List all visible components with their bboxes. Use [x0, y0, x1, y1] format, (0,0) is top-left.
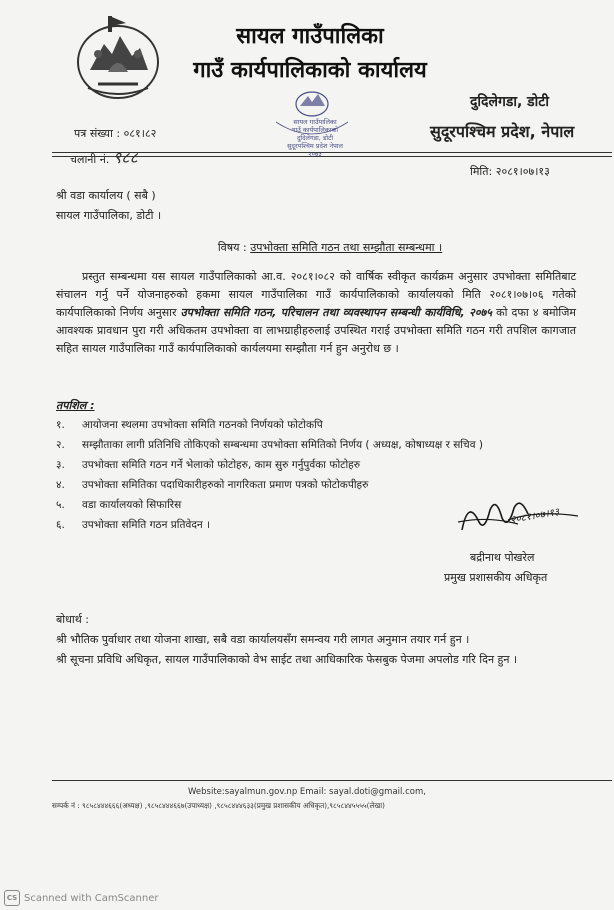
seal-line4: सुदूरपश्चिम प्रदेश नेपाल — [287, 142, 343, 150]
camscanner-watermark — [4, 890, 159, 906]
body-paragraph — [56, 268, 576, 358]
subject-text: उपभोक्ता समिति गठन तथा सम्झौता सम्बन्धमा । — [250, 241, 443, 254]
seal-line1: सायल गाउँपालिका — [293, 118, 337, 126]
list-item-number: २. — [56, 439, 65, 451]
list-item-text: वडा कार्यालयको सिफारिस — [82, 499, 182, 511]
subject-line — [150, 240, 510, 255]
tapasil-heading: तपशिल : — [56, 399, 95, 412]
signatory-title: प्रमुख प्रशासकीय अधिकृत — [444, 571, 548, 584]
seal-line5: २०७३ — [308, 150, 322, 158]
handwritten-signature — [448, 490, 588, 540]
list-item — [56, 418, 536, 438]
list-item-number: ४. — [56, 479, 65, 491]
address-line2: सुदूरपश्चिम प्रदेश, नेपाल — [430, 122, 575, 141]
patra-sankhya: पत्र संख्या : ०८१।८२ — [74, 127, 157, 140]
signature-date: २०८१।०७।१३ — [509, 506, 561, 527]
list-item-text: आयोजना स्थलमा उपभोक्ता समिति गठनको निर्णयको फोटोकपि — [82, 419, 323, 431]
list-item-text: उपभोक्ता समितिका पदाधिकारीहरुको नागरिकता प्रमाण पत्रको फोटोकपीहरु — [82, 479, 369, 491]
header-rule-2 — [52, 156, 612, 157]
list-item-number: ५. — [56, 499, 65, 511]
signatory-name: बद्रीनाथ पोखरेल — [470, 551, 535, 564]
list-item-text: सम्झौताका लागी प्रतिनिधि तोकिएको सम्बन्धमा उपभोक्ता समितिको निर्णय ( अध्यक्ष, कोषाध्यक्ष र सचिव ) — [82, 439, 483, 451]
camscanner-text: Scanned with CamScanner — [24, 892, 159, 904]
list-item-number: १. — [56, 419, 65, 431]
list-item-number: ३. — [56, 459, 65, 471]
chalani-number: ९८८ — [112, 148, 138, 167]
address-line1: दुदिलेगडा, डोटी — [470, 94, 549, 110]
seal-line3: दुदिलेगडा, डोटी — [296, 134, 334, 142]
list-item-text: उपभोक्ता समिति गठन गर्ने भेलाको फोटोहरु, काम सुरु गर्नुपुर्वका फोटोहरु — [82, 459, 361, 471]
footer-contacts: सम्पर्क नं : ९८५८४४४६६६(अध्यक्ष) ,९८५८४४४६६७(उपाध्यक्ष) ,९८५८४४४६३३(प्रमुख प्रशासकीय अधिकृत),९८५८४४५५५५(लेखा) — [52, 801, 385, 810]
letter-body — [56, 268, 576, 358]
chalani-label: चलानी नं. — [70, 153, 110, 166]
recipient-line1: श्री वडा कार्यालय ( सबै ) — [56, 189, 156, 202]
office-seal — [270, 82, 354, 172]
cc-line1: श्री भौतिक पुर्वाधार तथा योजना शाखा, सबै वडा कार्यालयसँग समन्वय गरी लागत अनुमान तयार गर्न हुन । — [56, 633, 470, 646]
body-part3: को दफा ४ बमोजिम आवश्यक प्रावधान पुरा गरी अधिकतम उपभोक्ता वा लाभग्राहीहरुलाई उपस्थित गराई उपभोक्ता समिति गठन गरी तपशिल कागजात सहित सायल गाउँपालिका गाउँ कार्यपालिकाको कार्यलयमा सम्झौता गर्न हुन अनुरोध छ । — [56, 306, 576, 355]
list-item-number: ६. — [56, 519, 65, 531]
municipality-name: सायल गाउँपालिका — [236, 24, 384, 49]
list-item — [56, 438, 536, 458]
camscanner-logo-icon: CS — [4, 890, 20, 906]
nepal-emblem — [68, 14, 168, 104]
seal-line2: गाउँ कार्यपालिकाको — [291, 126, 339, 134]
subject-label: विषय : — [217, 241, 247, 254]
footer-rule — [52, 780, 612, 781]
body-part1: प्रस्तुत सम्बन्धमा यस सायल गाउँपालिकाको आ.व. २०८१।०८२ को वार्षिक स्वीकृत कार्यक्रम अनुसार उपभोक्ता समितिबाट संचालन गर्नु पर्ने योजनाहरुको हकमा सायल गाउँपालिका गाउँ कार्यपालिकाको कार्यालयको मिति २०८१।०७।०६ गतेको कार्यपालिकाको निर्णय अनुसार — [56, 270, 576, 319]
cc-line2: श्री सूचना प्रविधि अधिकृत, सायल गाउँपालिकाको वेभ साईट तथा आधिकारिक फेसबुक पेजमा अपलोड गरि दिन हुन । — [56, 653, 518, 666]
list-item — [56, 458, 536, 478]
chalani-row — [70, 146, 138, 168]
header-rule — [52, 152, 612, 153]
office-name: गाउँ कार्यपालिकाको कार्यालय — [193, 58, 427, 83]
letter-date: मिति: २०८१।०७।१३ — [470, 165, 550, 178]
body-procedure-name: उपभोक्ता समिति गठन, परिचालन तथा व्यवस्थापन सम्बन्धी कार्यविधि, २०७५ — [180, 306, 492, 319]
bodharth-heading: बोधार्थ : — [56, 613, 89, 626]
footer-website-email: Website:sayalmun.gov.np Email: sayal.doti@gmail.com, — [188, 787, 426, 797]
list-item-text: उपभोक्ता समिति गठन प्रतिवेदन । — [82, 519, 211, 531]
recipient-line2: सायल गाउँपालिका, डोटी । — [56, 209, 162, 222]
